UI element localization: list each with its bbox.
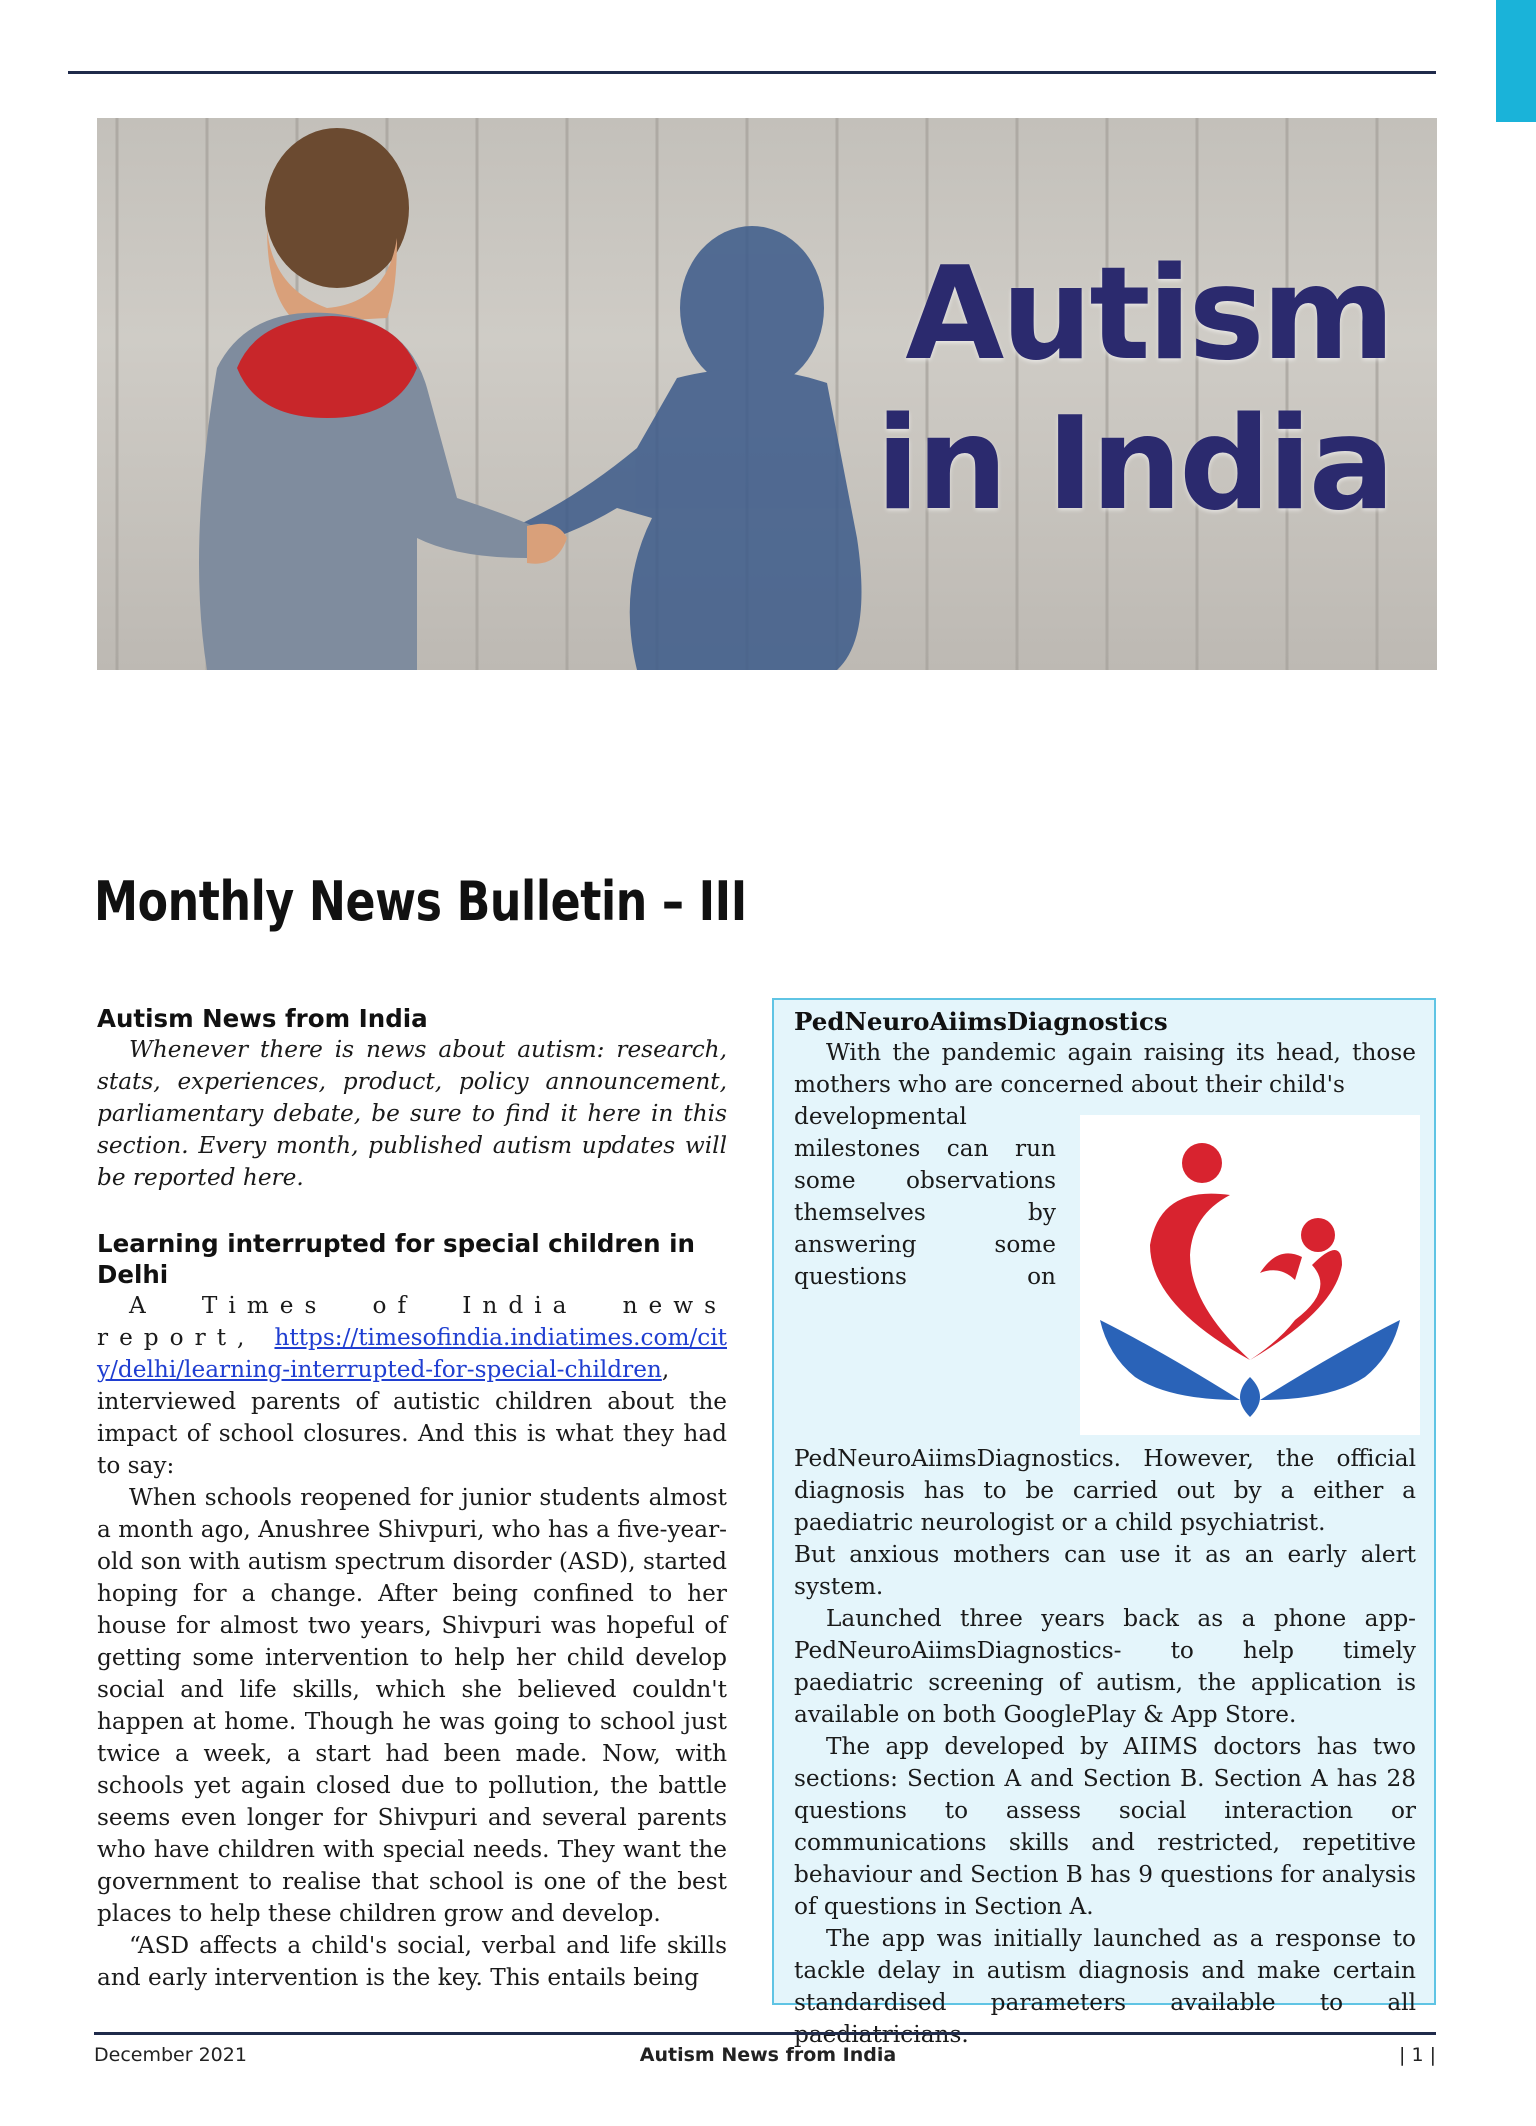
footer-publication: Autism News from India (639, 2044, 897, 2066)
article-lead-rest: , interviewed parents of autistic children about the impact of school closures. And this is what they had to say: (97, 1356, 727, 1479)
section-heading-autism-news: Autism News from India (97, 1004, 428, 1033)
app-paragraph-2: Launched three years back as a phone app- PedNeuroAiimsDiagnostics- to help timely paediatric screening of autism, the application is available on both GooglePlay & App Store. (794, 1605, 1416, 1728)
section-heading-learning-interrupted: Learning interrupted for special children in Delhi (97, 1229, 695, 1289)
bottom-rule (94, 2032, 1436, 2035)
app-paragraph-1-wrap: developmental milestones can run some observations themselves by answering some questions on PedNeuroAiimsDiagnostics. However, the official diagnosis has to be carried out by a either a paediatric neurologist or a child psychiatrist. (794, 1103, 1416, 1536)
bulletin-title: Monthly News Bulletin – III (94, 870, 747, 933)
heart-family-logo-icon (1080, 1115, 1420, 1435)
article-link[interactable]: https://timesofindia.indiatimes.com/city/delhi/learning-interrupted-for-special-children (97, 1324, 727, 1383)
footer-date: December 2021 (94, 2044, 247, 2066)
left-column (97, 1003, 727, 1994)
corner-tab (1496, 0, 1536, 122)
app-paragraph-3: The app developed by AIIMS doctors has two sections: Section A and Section B. Section A has 28 questions to assess social interaction or communications skills and restricted, repetitive behaviour and Section B has 9 questions for analysis of questions in Section A. (794, 1733, 1416, 1920)
banner-photo (97, 118, 1437, 670)
app-paragraph-4: The app was initially launched as a response to tackle delay in autism diagnosis and make certain standardised parameters available to all (794, 1925, 1416, 2016)
banner-title (832, 240, 1392, 540)
article-paragraph-2: When schools reopened for junior students almost a month ago, Anushree Shivpuri, who has a five-year-old son with autism spectrum disorder (ASD), started hoping for a change. After being confined to her house for almost two years, Shivpuri was hopeful of getting some intervention to help her child develop social and life skills, which she believed couldn't happen at home. Though he was going to school just twice a week, a start had been made. Now, with schools yet again closed due to pollution, the battle seems even longer for Shivpuri and several parents who have children with special needs. They want the government to realise that school is one of the best places to help these children grow and develop. (97, 1484, 727, 1927)
top-rule (68, 71, 1436, 74)
banner-title-line2: in India (875, 390, 1392, 539)
article-lead: A Times of India news report, (97, 1292, 727, 1351)
app-feature-box (772, 998, 1436, 2016)
footer-page-number: | 1 | (1399, 2044, 1436, 2066)
app-feature-heading: PedNeuroAiimsDiagnostics (794, 1007, 1168, 1036)
article-paragraph-1 (97, 1290, 727, 1482)
article-paragraph-3: “ASD affects a child's social, verbal and life skills and early intervention is the key. This entails being (97, 1932, 727, 1991)
app-logo (1080, 1115, 1420, 1435)
app-paragraph-1-end: But anxious mothers can use it as an early alert system. (794, 1541, 1416, 1600)
section-intro-text: Whenever there is news about autism: research, stats, experiences, product, policy announcement, parliamentary debate, be sure to find it here in this section. Every month, published autism updates will be reported here. (97, 1036, 727, 1191)
banner-title-line1: Autism (905, 240, 1392, 389)
app-paragraph-1-top: With the pandemic again raising its head, those mothers who are concerned about their child's (794, 1039, 1416, 1098)
